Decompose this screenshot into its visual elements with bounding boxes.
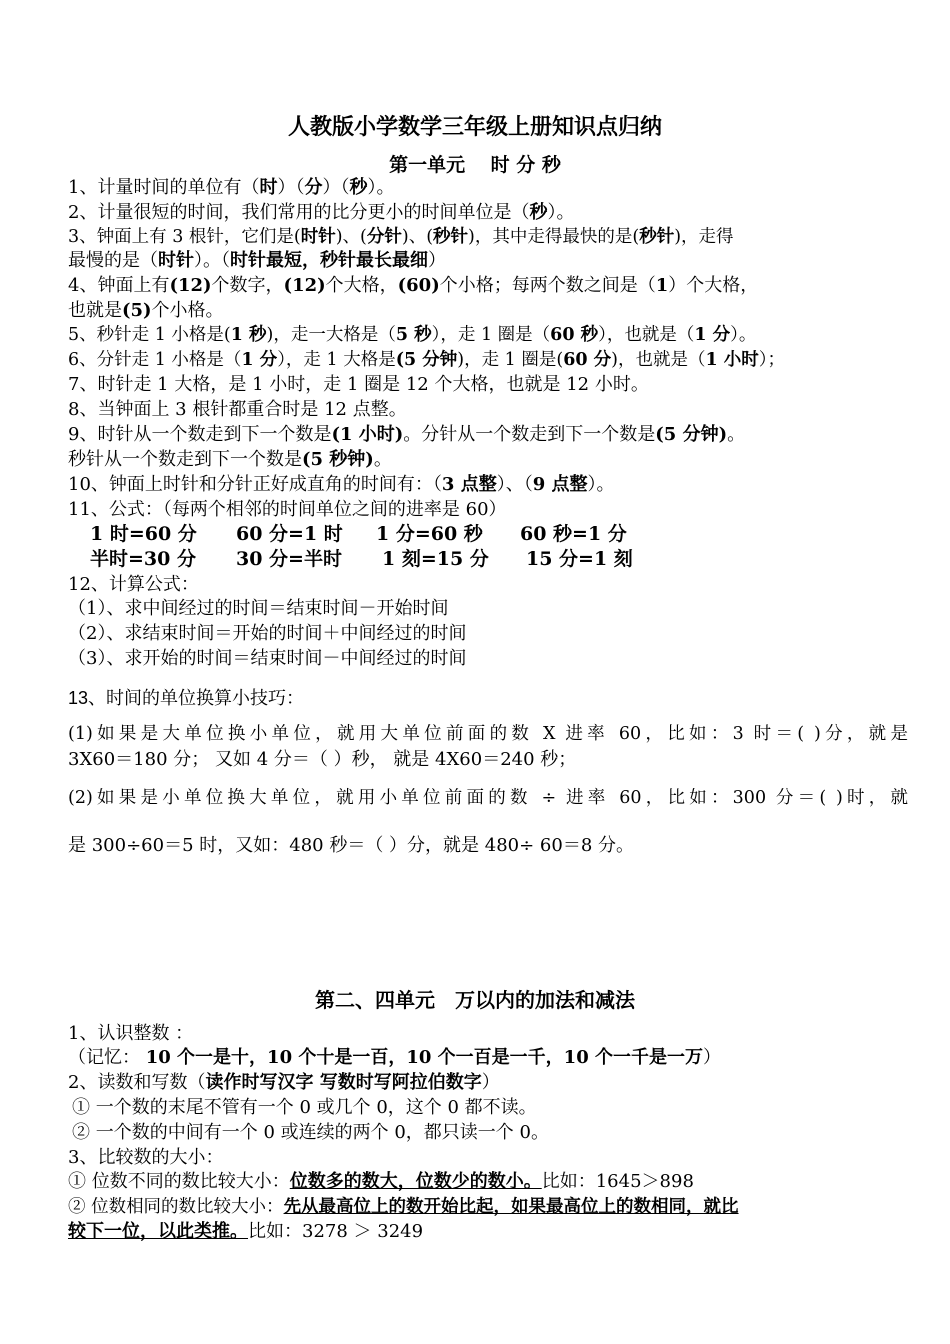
unit1-heading: 第一单元 时 分 秒 <box>389 154 561 176</box>
tip-1-line-1: (1)如果是大单位换小单位，就用大单位前面的数 X 进率 60，比如：3 时＝( )分，就是 <box>68 724 908 744</box>
formula: 60 分=1 时 <box>236 523 343 545</box>
unit1-item-13: 13、时间的单位换算小技巧： <box>68 688 305 708</box>
unit1-item-4: 4、钟面上有(12)个数字，(12)个大格，(60)个小格；每两个数之间是（1）个大格， <box>68 275 759 296</box>
unit1-item-3: 3、钟面上有 3 根针，它们是(时针)、(分针)、(秒针)，其中走得最快的是(秒针)，走得 <box>68 227 734 247</box>
calc-formula-3: （3）、求开始的时间＝结束时间－中间经过的时间 <box>68 648 467 669</box>
unit1-item-4-cont: 也就是(5)个小格。 <box>68 300 224 321</box>
reading-rule-2: ② 一个数的中间有一个 0 或连续的两个 0，都只读一个 0。 <box>72 1122 549 1143</box>
unit1-item-11: 11、公式：（每两个相邻的时间单位之间的进率是 60） <box>68 499 507 520</box>
unit2-item-3: 3、比较数的大小： <box>68 1147 224 1168</box>
unit1-item-3-cont: 最慢的是（时针）。（时针最短，秒针最长最细） <box>68 250 446 271</box>
tip-2-line-2: 是 300÷60＝5 时，又如：480 秒＝（ ）分，就是 480÷ 60＝8 分。 <box>68 835 634 856</box>
unit2-item-1-memo: （记忆： 10 个一是十，10 个十是一百，10 个一百是一千，10 个一千是一万） <box>68 1047 721 1068</box>
tip-1-line-2: 3X60＝180 分； 又如 4 分＝（ ）秒， 就是 4X60＝240 秒； <box>68 749 577 770</box>
unit2-item-1: 1、认识整数 ： <box>68 1023 194 1044</box>
unit1-item-5: 5、秒针走 1 小格是(1 秒)，走一大格是（5 秒），走 1 圈是（60 秒），也就是（1 分）。 <box>68 325 757 345</box>
compare-rule-2-cont: 较下一位，以此类推。比如：3278 ＞ 3249 <box>68 1221 424 1242</box>
formula: 1 分=60 秒 <box>376 523 483 545</box>
document-title: 人教版小学数学三年级上册知识点归纳 <box>287 114 662 140</box>
compare-rule-2: ② 位数相同的数比较大小：先从最高位上的数开始比起，如果最高位上的数相同，就比 <box>68 1197 739 1217</box>
unit1-item-10: 10、钟面上时针和分针正好成直角的时间有：（3 点整）、（9 点整）。 <box>68 474 615 495</box>
formula: 半时=30 分 <box>90 548 196 570</box>
unit1-item-12: 12、计算公式： <box>68 574 199 595</box>
formula: 15 分=1 刻 <box>526 548 633 570</box>
unit2-item-2: 2、读数和写数（读作时写汉字 写数时写阿拉伯数字） <box>68 1072 500 1093</box>
calc-formula-1: （1）、求中间经过的时间＝结束时间－开始时间 <box>68 598 449 619</box>
formula: 60 秒=1 分 <box>520 523 627 545</box>
unit1-item-6: 6、分针走 1 小格是（1 分），走 1 大格是(5 分钟)，走 1 圈是(60 分)，也就是（1 小时）； <box>68 350 785 370</box>
formula: 30 分=半时 <box>236 548 342 570</box>
unit1-item-9-cont: 秒针从一个数走到下一个数是(5 秒钟)。 <box>68 449 392 470</box>
unit1-item-9: 9、时针从一个数走到下一个数是(1 小时)。分针从一个数走到下一个数是(5 分钟)。 <box>68 424 746 445</box>
formula: 1 时=60 分 <box>90 523 197 545</box>
tip-2-line-1: (2)如果是小单位换大单位，就用小单位前面的数 ÷ 进率 60，比如：300 分＝( )时，就 <box>68 788 908 808</box>
unit1-item-2: 2、计量很短的时间，我们常用的比分更小的时间单位是（秒）。 <box>68 202 575 223</box>
unit1-item-7: 7、时针走 1 大格，是 1 小时，走 1 圈是 12 个大格，也就是 12 小时。 <box>68 374 649 395</box>
unit2-heading: 第二、四单元 万以内的加法和减法 <box>315 988 635 1012</box>
compare-rule-1: ① 位数不同的数比较大小：位数多的数大，位数少的数小。比如：1645＞898 <box>68 1171 694 1192</box>
unit1-item-8: 8、当钟面上 3 根针都重合时是 12 点整。 <box>68 399 407 420</box>
calc-formula-2: （2）、求结束时间＝开始的时间＋中间经过的时间 <box>68 623 467 644</box>
formula: 1 刻=15 分 <box>382 548 489 570</box>
reading-rule-1: ① 一个数的末尾不管有一个 0 或几个 0，这个 0 都不读。 <box>72 1097 537 1118</box>
unit1-item-1: 1、计量时间的单位有（时）（分）（秒）。 <box>68 177 395 198</box>
